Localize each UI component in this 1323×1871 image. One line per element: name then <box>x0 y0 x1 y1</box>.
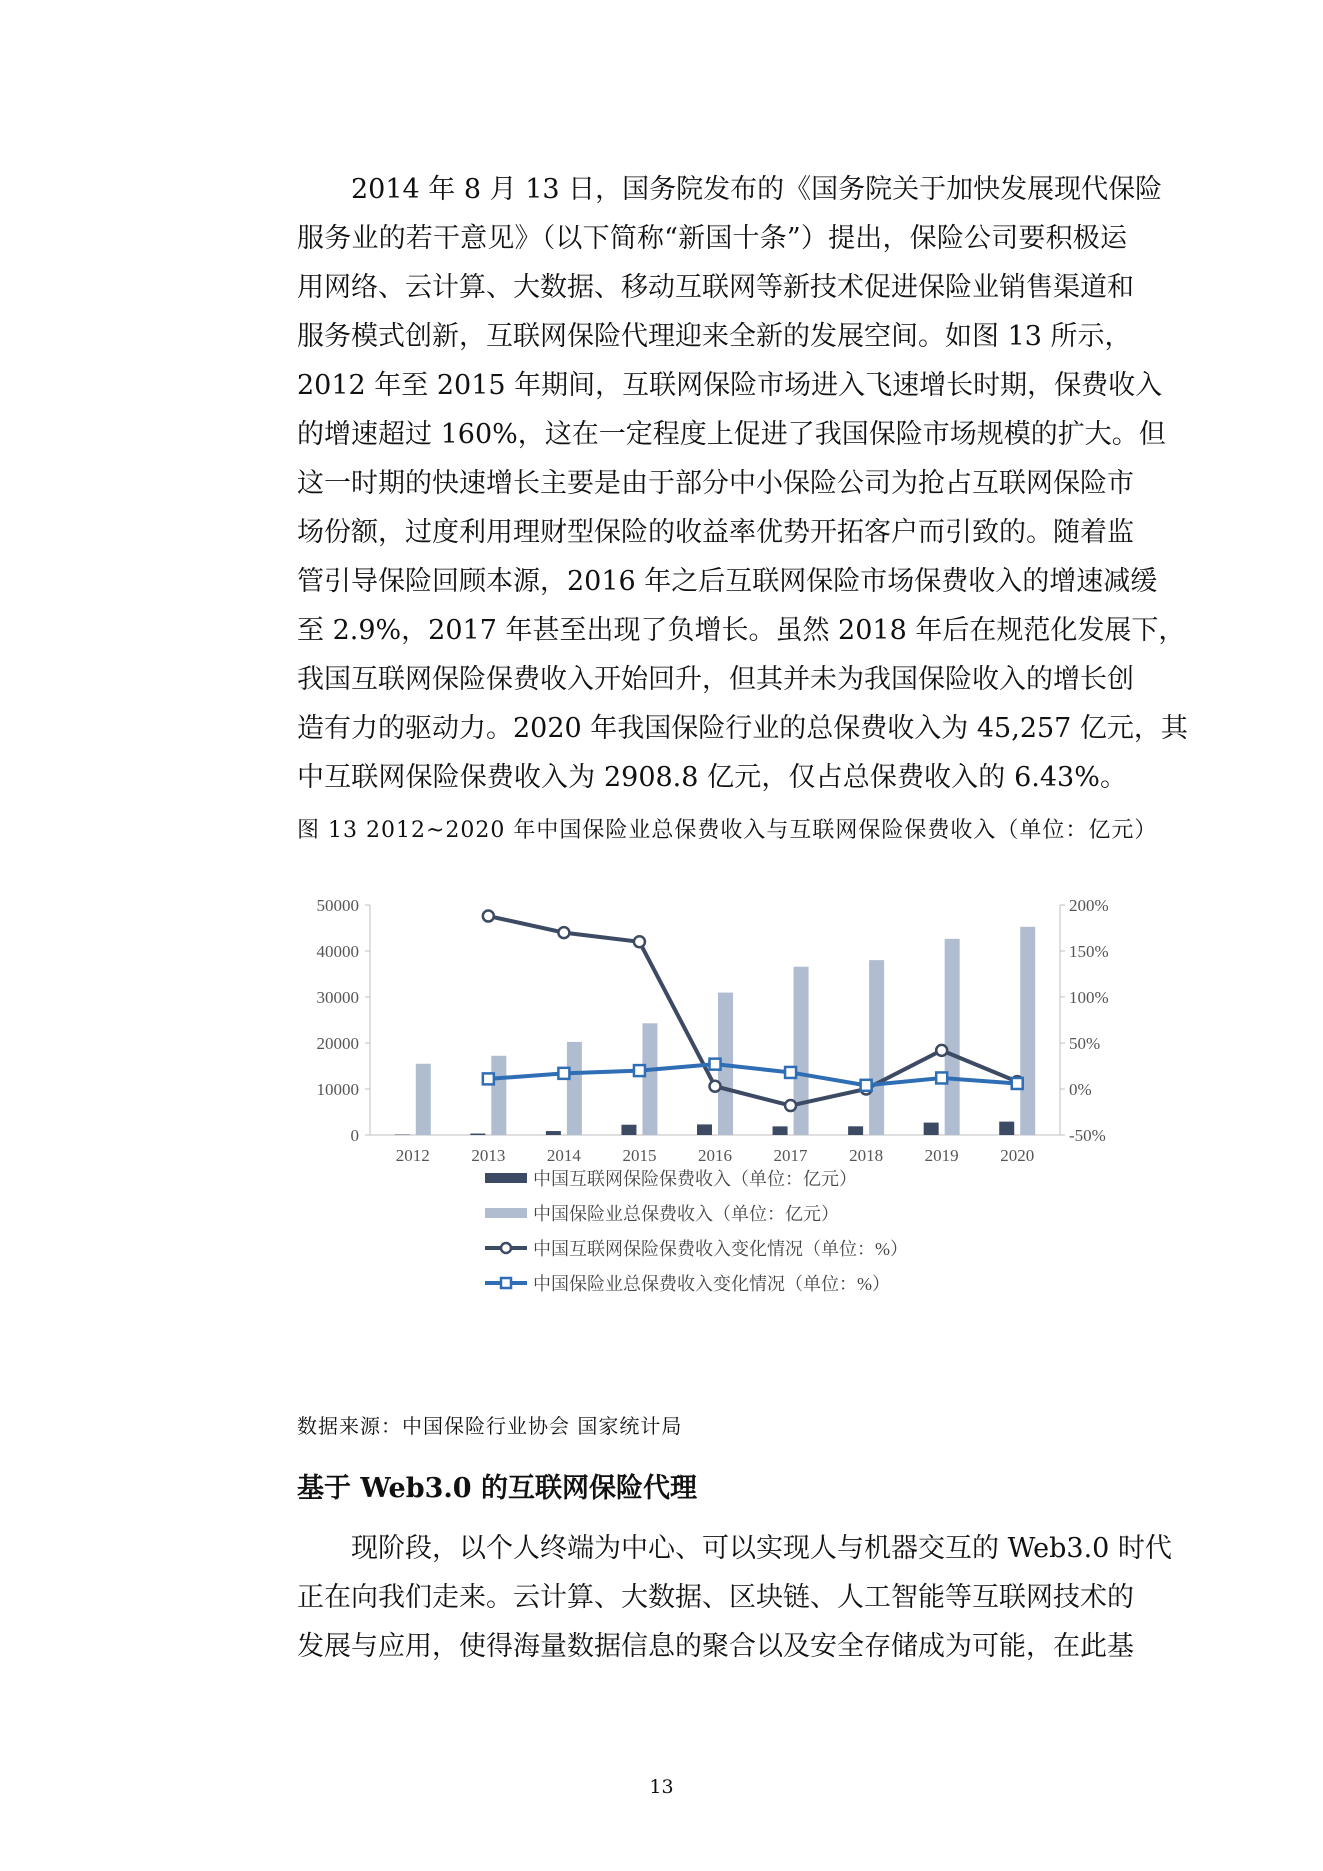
legend-label: 中国互联网保险保费收入（单位：亿元） <box>533 1169 857 1189</box>
bar-total-premium <box>567 1042 582 1135</box>
text-line: 现阶段，以个人终端为中心、可以实现人与机器交互的 Web3.0 时代 <box>351 1533 1172 1564</box>
point-internet-growth <box>558 927 569 938</box>
bar-total-premium <box>416 1064 431 1135</box>
text-line: 正在向我们走来。云计算、大数据、区块链、人工智能等互联网技术的 <box>297 1582 1134 1613</box>
point-total-growth <box>710 1059 721 1070</box>
section-heading: 基于 Web3.0 的互联网保险代理 <box>297 1473 697 1504</box>
point-total-growth <box>1012 1078 1023 1089</box>
text-line: 这一时期的快速增长主要是由于部分中小保险公司为抢占互联网保险市 <box>297 468 1134 499</box>
left-axis-tick-label: 50000 <box>316 896 359 915</box>
point-internet-growth <box>936 1045 947 1056</box>
bar-internet-premium <box>395 1135 410 1136</box>
text-line: 发展与应用，使得海量数据信息的聚合以及安全存储成为可能，在此基 <box>297 1631 1134 1662</box>
point-total-growth <box>861 1080 872 1091</box>
bar-total-premium <box>869 960 884 1135</box>
point-total-growth <box>483 1073 494 1084</box>
text-line: 我国互联网保险保费收入开始回升，但其并未为我国保险收入的增长创 <box>297 664 1134 695</box>
point-total-growth <box>558 1068 569 1079</box>
left-axis-tick-label: 40000 <box>316 942 359 961</box>
text-line: 至 2.9%，2017 年甚至出现了负增长。虽然 2018 年后在规范化发展下， <box>297 615 1186 646</box>
right-axis-tick-label: 100% <box>1069 988 1109 1007</box>
chart-axes <box>317 896 1109 1165</box>
left-axis-tick-label: 0 <box>350 1126 359 1145</box>
x-axis-tick-label: 2014 <box>546 1146 581 1165</box>
bar-internet-premium <box>621 1125 636 1135</box>
bar-internet-premium <box>999 1122 1014 1135</box>
right-axis-tick-label: 50% <box>1069 1034 1101 1053</box>
text-line: 2012 年至 2015 年期间，互联网保险市场进入飞速增长时期，保费收入 <box>297 370 1163 401</box>
chart-legend <box>485 1169 908 1294</box>
x-axis-tick-label: 2018 <box>849 1146 884 1165</box>
legend-label: 中国保险业总保费收入变化情况（单位：%） <box>533 1274 890 1294</box>
point-internet-growth <box>634 936 645 947</box>
right-axis-tick-label: -50% <box>1069 1126 1106 1145</box>
bar-internet-premium <box>546 1131 561 1135</box>
point-internet-growth <box>710 1081 721 1092</box>
chart-lines <box>483 911 1023 1112</box>
text-line: 管引导保险回顾本源，2016 年之后互联网保险市场保费收入的增速减缓 <box>297 566 1158 597</box>
point-internet-growth <box>785 1100 796 1111</box>
legend-marker <box>501 1243 511 1253</box>
body-paragraph-1 <box>297 165 1188 802</box>
legend-marker <box>501 1278 511 1288</box>
bar-internet-premium <box>848 1126 863 1135</box>
legend-swatch <box>485 1173 527 1183</box>
bar-internet-premium <box>697 1124 712 1135</box>
chart-bars <box>395 927 1035 1135</box>
text-line: 服务业的若干意见》（以下简称“新国十条”）提出，保险公司要积极运 <box>297 223 1127 254</box>
left-axis-tick-label: 10000 <box>316 1080 359 1099</box>
legend-label: 中国互联网保险保费收入变化情况（单位：%） <box>533 1239 908 1259</box>
text-line: 的增速超过 160%，这在一定程度上促进了我国保险市场规模的扩大。但 <box>297 419 1166 450</box>
text-line: 服务模式创新，互联网保险代理迎来全新的发展空间。如图 13 所示， <box>297 321 1132 352</box>
right-axis-tick-label: 200% <box>1069 896 1109 915</box>
bar-internet-premium <box>924 1123 939 1135</box>
combo-chart <box>290 870 1150 1370</box>
x-axis-tick-label: 2017 <box>773 1146 808 1165</box>
point-total-growth <box>785 1067 796 1078</box>
right-axis-tick-label: 150% <box>1069 942 1109 961</box>
x-axis-tick-label: 2015 <box>622 1146 657 1165</box>
x-axis-tick-label: 2013 <box>471 1146 506 1165</box>
bar-internet-premium <box>470 1134 485 1135</box>
left-axis-tick-label: 20000 <box>316 1034 359 1053</box>
point-internet-growth <box>483 911 494 922</box>
x-axis-tick-label: 2020 <box>1000 1146 1035 1165</box>
text-line: 场份额，过度利用理财型保险的收益率优势开拓客户而引致的。随着监 <box>297 517 1134 548</box>
body-paragraph-2 <box>297 1524 1172 1671</box>
bar-total-premium <box>642 1023 657 1135</box>
x-axis-tick-label: 2019 <box>924 1146 959 1165</box>
point-total-growth <box>936 1072 947 1083</box>
bar-internet-premium <box>773 1126 788 1135</box>
point-total-growth <box>634 1065 645 1076</box>
right-axis-tick-label: 0% <box>1069 1080 1092 1099</box>
figure-caption: 图 13 2012~2020 年中国保险业总保费收入与互联网保险保费收入（单位：亿元） <box>297 818 1158 843</box>
left-axis-tick-label: 30000 <box>316 988 359 1007</box>
x-axis-tick-label: 2016 <box>698 1146 732 1165</box>
data-source-note: 数据来源：中国保险行业协会 国家统计局 <box>297 1414 683 1438</box>
text-line: 用网络、云计算、大数据、移动互联网等新技术促进保险业销售渠道和 <box>297 272 1134 303</box>
text-line: 中互联网保险保费收入为 2908.8 亿元，仅占总保费收入的 6.43%。 <box>297 762 1127 793</box>
page-number: 13 <box>649 1776 674 1798</box>
text-line: 2014 年 8 月 13 日，国务院发布的《国务院关于加快发展现代保险 <box>351 174 1163 205</box>
legend-swatch <box>485 1208 527 1218</box>
bar-total-premium <box>1020 927 1035 1135</box>
x-axis-tick-label: 2012 <box>395 1146 430 1165</box>
bar-total-premium <box>491 1056 506 1135</box>
legend-label: 中国保险业总保费收入（单位：亿元） <box>533 1204 839 1224</box>
text-line: 造有力的驱动力。2020 年我国保险行业的总保费收入为 45,257 亿元，其 <box>297 713 1188 744</box>
bar-total-premium <box>945 939 960 1135</box>
